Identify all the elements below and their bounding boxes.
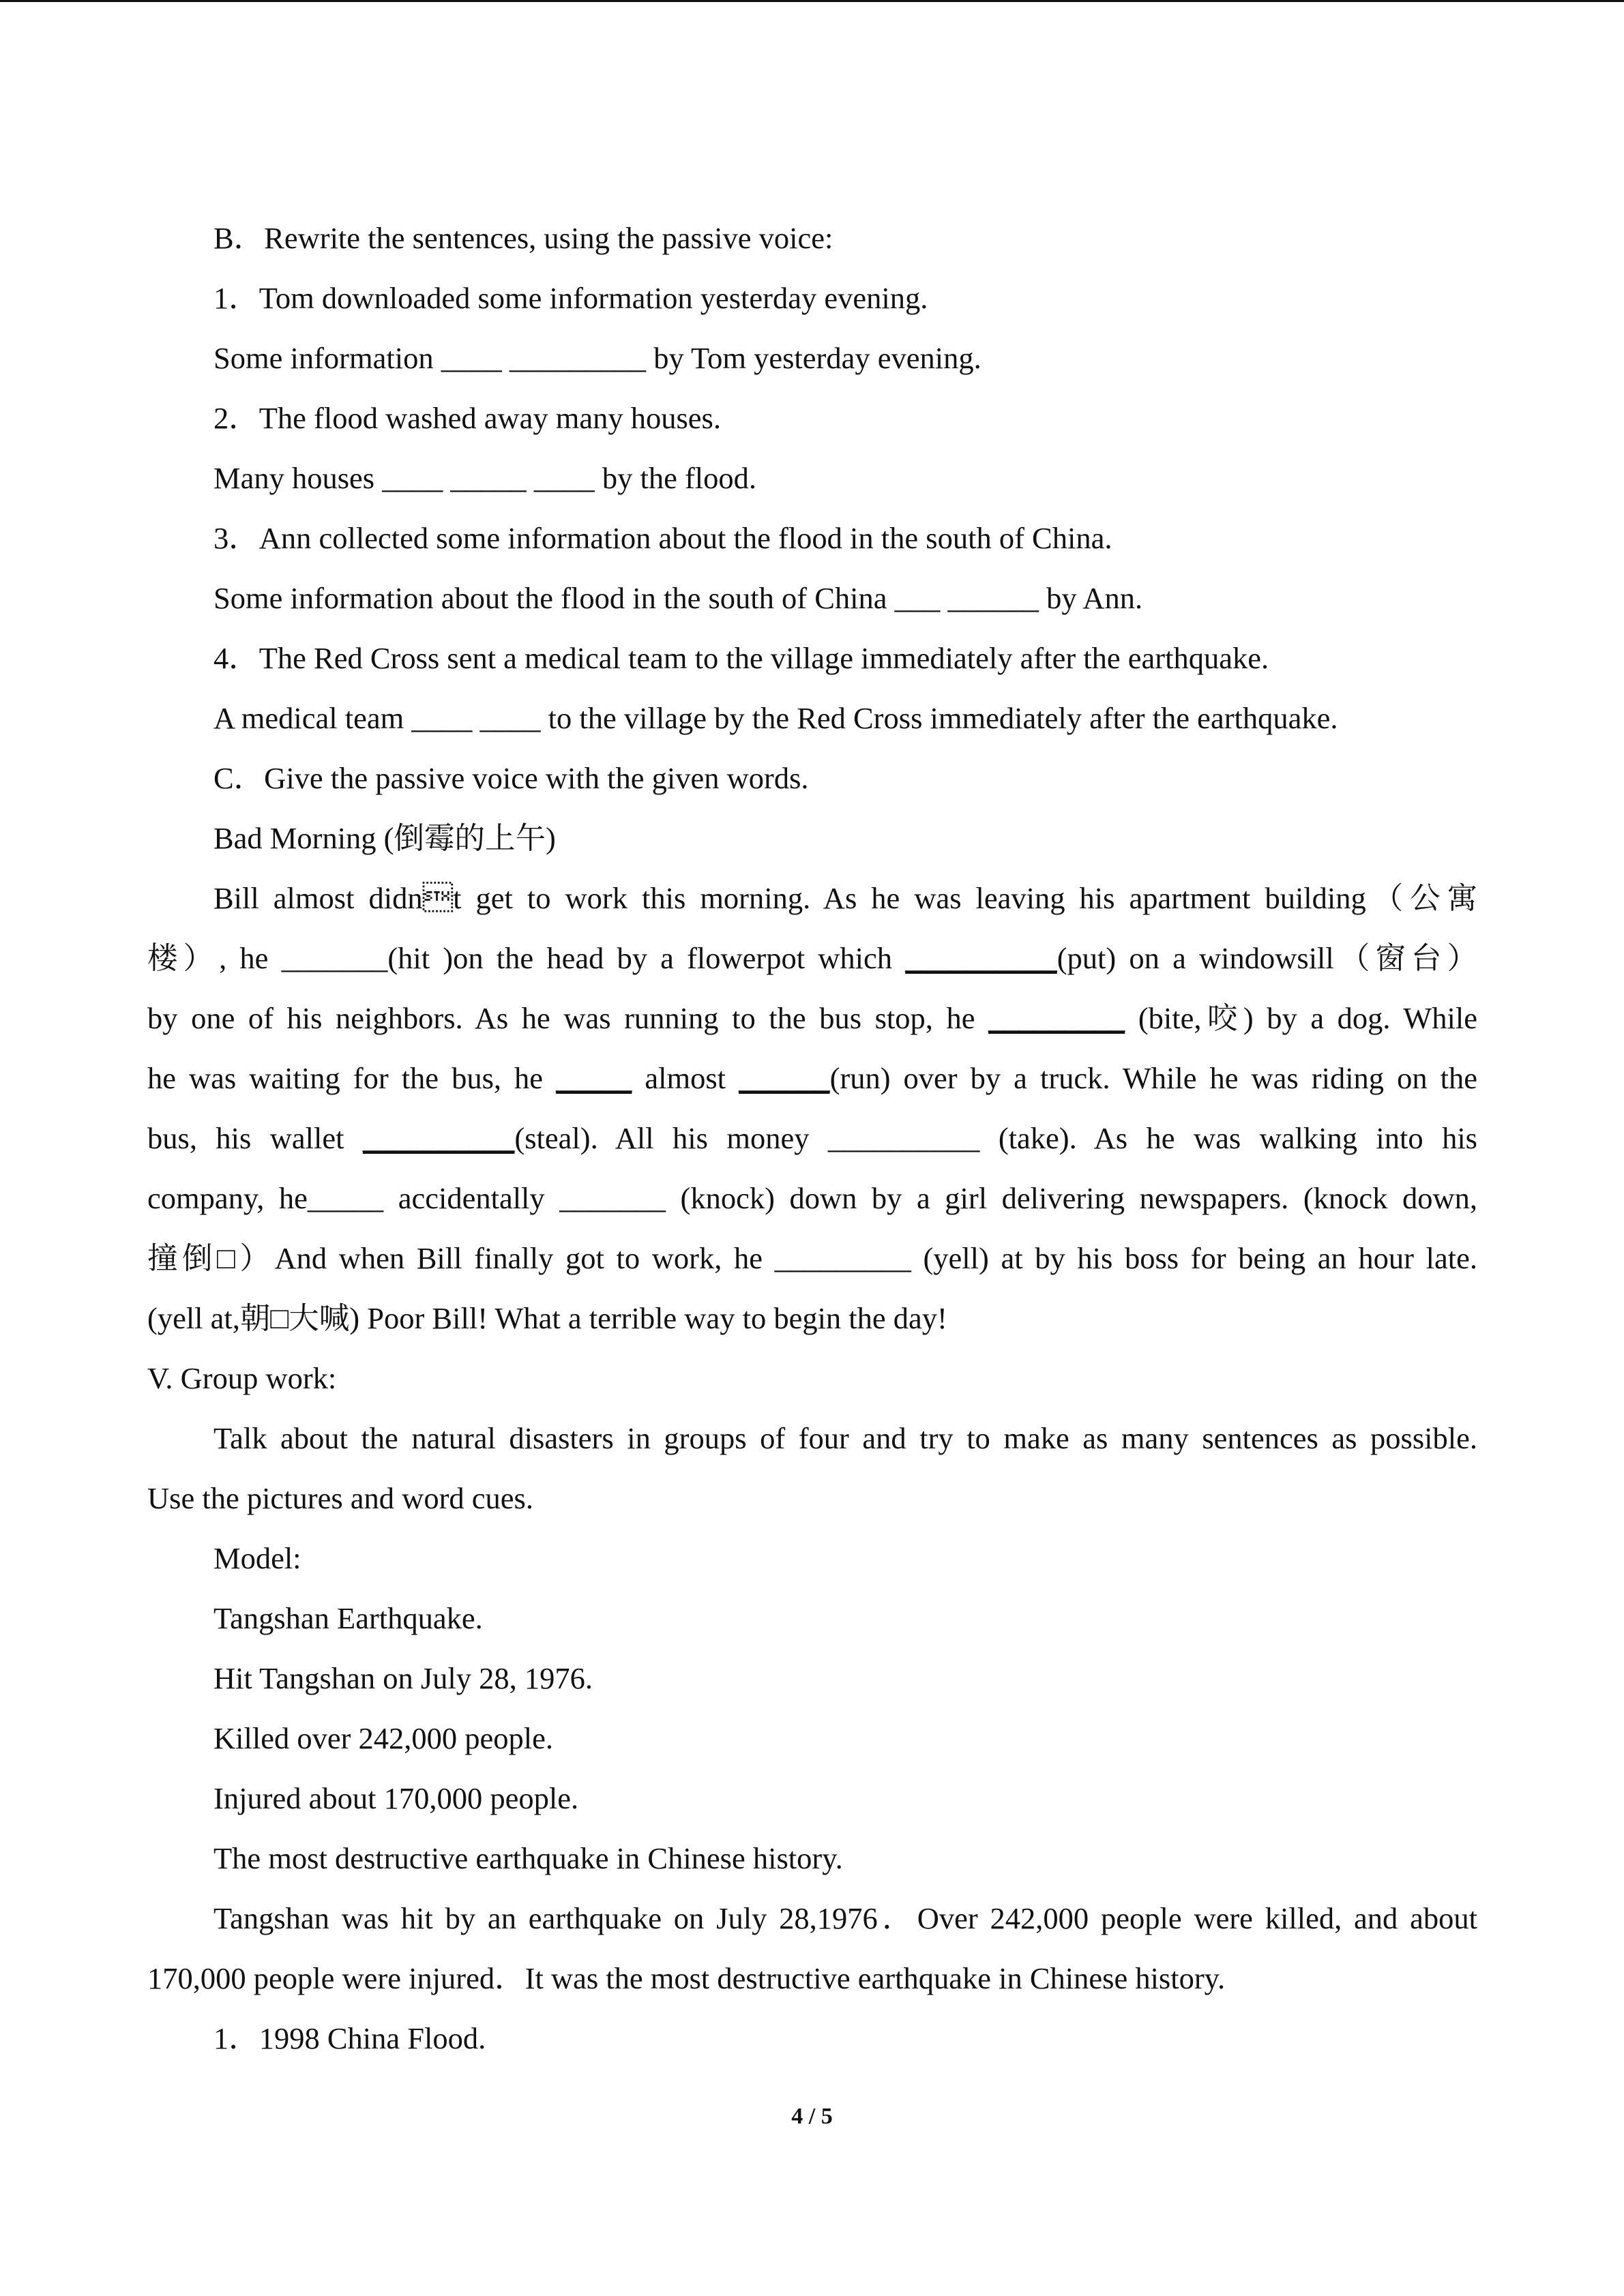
group-work-intro-1: Talk about the natural disasters in groups of four and try to make as many sentences as possible. (213, 1421, 1477, 1455)
answer-2: Many houses ____ _____ ____ by the flood. (213, 461, 757, 495)
story-line-4 (147, 1048, 1477, 1108)
story-text: he was waiting for the bus, he (147, 1061, 557, 1095)
model-summary-2: 170,000 people were injured．It was the most destructive earthquake in Chinese history. (147, 1961, 1226, 1995)
question-3: 3．Ann collected some information about the flood in the south of China. (213, 521, 1112, 555)
story-text: (bite,咬) by a dog. While (1125, 1001, 1478, 1035)
flood-item: 1．1998 China Flood. (213, 2021, 486, 2055)
section-b-heading: B．Rewrite the sentences, using the passive voice: (213, 221, 833, 255)
answer-blank: ______ (739, 1061, 830, 1095)
answer-3: Some information about the flood in the south of China ___ ______ by Ann. (213, 581, 1143, 615)
answer-blank: __________ (362, 1121, 515, 1155)
story-line-3 (147, 988, 1477, 1048)
story-line-5 (147, 1108, 1477, 1168)
model-label: Model: (213, 1541, 301, 1575)
model-item: Tangshan Earthquake. (213, 1601, 483, 1635)
story-line-1: Bill almost didnt get to work this morning. As he was leaving his apartment building（公寓 (213, 881, 1477, 915)
model-item: Hit Tangshan on July 28, 1976. (213, 1661, 593, 1695)
answer-blank: _____ (556, 1061, 632, 1095)
model-item: The most destructive earthquake in Chinese history. (213, 1841, 843, 1875)
answer-blank: _________ (988, 1001, 1125, 1035)
question-2: 2．The flood washed away many houses. (213, 401, 721, 435)
section-v-heading: V. Group work: (147, 1361, 337, 1395)
group-work-intro-2: Use the pictures and word cues. (147, 1481, 533, 1515)
story-line-8: (yell at,朝□大喊) Poor Bill! What a terrible way to begin the day! (147, 1301, 947, 1335)
answer-4: A medical team ____ ____ to the village by the Red Cross immediately after the earthquake. (213, 701, 1338, 735)
model-item: Killed over 242,000 people. (213, 1721, 554, 1755)
story-text: bus, his wallet (147, 1121, 363, 1155)
question-1: 1．Tom downloaded some information yesterday evening. (213, 281, 928, 315)
page-top-border (0, 0, 1624, 2)
story-line-6: company, he_____ accidentally _______ (knock) down by a girl delivering newspapers. (knock down, (147, 1181, 1477, 1215)
model-item: Injured about 170,000 people. (213, 1781, 579, 1815)
story-line-2 (147, 928, 1477, 988)
story-text: (put) on a windowsill（窗台） (1057, 941, 1477, 975)
story-text: almost (632, 1061, 739, 1095)
story-text: (steal). All his money __________ (take). As he was walking into his (514, 1121, 1478, 1155)
answer-1: Some information ____ _________ by Tom yesterday evening. (213, 341, 981, 375)
story-line-7: 撞倒□）And when Bill finally got to work, he _________ (yell) at by his boss for being an hour late. (147, 1241, 1477, 1275)
answer-blank: __________ (905, 941, 1057, 975)
story-text: 楼）, he _______(hit )on the head by a flowerpot which (147, 941, 906, 975)
story-title: Bad Morning (倒霉的上午) (213, 821, 556, 855)
story-text: (run) over by a truck. While he was riding on the (829, 1061, 1477, 1095)
question-4: 4．The Red Cross sent a medical team to the village immediately after the earthquake. (213, 641, 1269, 675)
page-number: 4 / 5 (791, 2104, 833, 2129)
story-text: by one of his neighbors. As he was running to the bus stop, he (147, 1001, 989, 1035)
worksheet-page (147, 208, 1477, 2068)
section-c-heading: C．Give the passive voice with the given words. (213, 761, 809, 795)
model-summary-1: Tangshan was hit by an earthquake on July 28,1976．Over 242,000 people were killed, and about (213, 1901, 1477, 1935)
